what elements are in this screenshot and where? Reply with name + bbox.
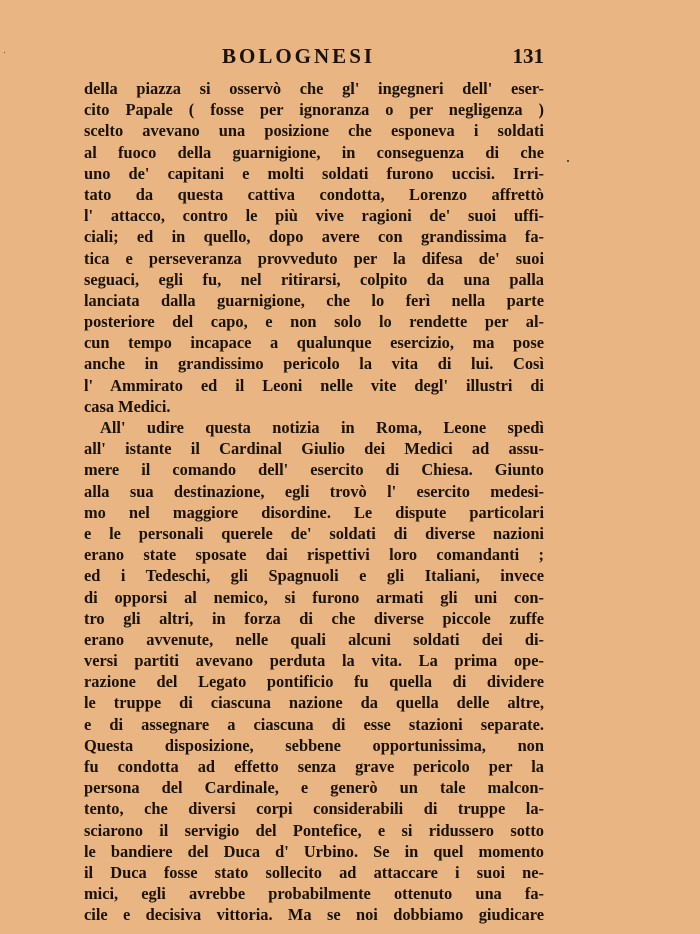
text-line: erano avvenute, nelle quali alcuni soldati dei di-	[84, 629, 544, 649]
running-title: BOLOGNESI	[222, 44, 376, 68]
text-line: di opporsi al nemico, si furono armati gli uni con-	[84, 587, 544, 607]
text-line: mo nel maggiore disordine. Le dispute particolari	[84, 502, 544, 522]
text-line: persona del Cardinale, e generò un tale malcon-	[84, 778, 544, 798]
text-line: mere il comando dell' esercito di Chiesa. Giunto	[84, 460, 544, 480]
text-line: il Duca fosse stato sollecito ad attaccare i suoi ne-	[84, 862, 544, 882]
text-line: cito Papale ( fosse per ignoranza o per negligenza )	[84, 100, 544, 120]
text-line: l' Ammirato ed il Leoni nelle vite degl' illustri di	[84, 375, 544, 395]
text-line: tento, che diversi corpi considerabili di truppe la-	[84, 799, 544, 819]
text-line: le truppe di ciascuna nazione da quella delle altre,	[84, 693, 544, 713]
text-line: l' attacco, contro le più vive ragioni de' suoi uffi-	[84, 206, 544, 226]
text-line: posteriore del capo, e non solo lo rendette per al-	[84, 312, 544, 332]
text-line: e di assegnare a ciascuna di esse stazioni separate.	[84, 714, 544, 734]
text-line: le bandiere del Duca d' Urbino. Se in quel momento	[84, 841, 544, 861]
text-line: ed i Tedeschi, gli Spagnuoli e gli Italiani, invece	[84, 566, 544, 586]
text-line: anche in grandissimo pericolo la vita di lui. Così	[84, 354, 544, 374]
text-line: scelto avevano una posizione che esponeva i soldati	[84, 121, 544, 141]
text-line-paragraph-end: casa Medici.	[84, 396, 171, 416]
text-line: tro gli altri, in forza di che diverse piccole zuffe	[84, 608, 544, 628]
text-line: Questa disposizione, sebbene opportunissima, non	[84, 735, 544, 755]
text-line: ciali; ed in quello, dopo avere con grandissima fa-	[84, 227, 544, 247]
text-line: lanciata dalla guarnigione, che lo ferì nella parte	[84, 290, 544, 310]
text-line: mici, egli avrebbe probabilmente ottenuto una fa-	[84, 884, 544, 904]
text-line: sciarono il servigio del Pontefice, e si ridussero sotto	[84, 820, 544, 840]
text-line: fu condotta ad effetto senza grave pericolo per la	[84, 757, 544, 776]
page-number: 131	[512, 44, 544, 68]
text-line: razione del Legato pontificio fu quella di dividere	[84, 672, 544, 692]
ink-speck	[4, 52, 5, 53]
text-line: versi partiti avevano perduta la vita. La prima ope-	[84, 651, 544, 671]
text-line: al fuoco della guarnigione, in conseguenza di che	[84, 142, 544, 162]
text-line: erano state sposate dai rispettivi loro comandanti ;	[84, 545, 544, 565]
running-head	[84, 44, 544, 68]
text-line: uno de' capitani e molti soldati furono uccisi. Irri-	[84, 163, 544, 183]
text-line: tato da questa cattiva condotta, Lorenzo affrettò	[84, 184, 544, 204]
text-line: e le personali querele de' soldati di diverse nazioni	[84, 523, 544, 543]
text-line: cile e decisiva vittoria. Ma se noi dobbiamo giudicare	[84, 905, 544, 925]
text-line: cun tempo incapace a qualunque esercizio, ma pose	[84, 333, 544, 353]
text-line: della piazza si osservò che gl' ingegneri dell' eser-	[84, 79, 544, 98]
text-line: all' istante il Cardinal Giulio dei Medici ad assu-	[84, 439, 544, 459]
text-line: tica e perseveranza provveduto per la difesa de' suoi	[84, 248, 544, 268]
text-line-paragraph-start: All' udire questa notizia in Roma, Leone spedì	[100, 418, 544, 437]
body-text	[84, 78, 544, 926]
ink-speck	[567, 160, 569, 162]
text-line: alla sua destinazione, egli trovò l' esercito medesi-	[84, 481, 544, 501]
text-line: seguaci, egli fu, nel ritirarsi, colpito da una palla	[84, 269, 544, 289]
